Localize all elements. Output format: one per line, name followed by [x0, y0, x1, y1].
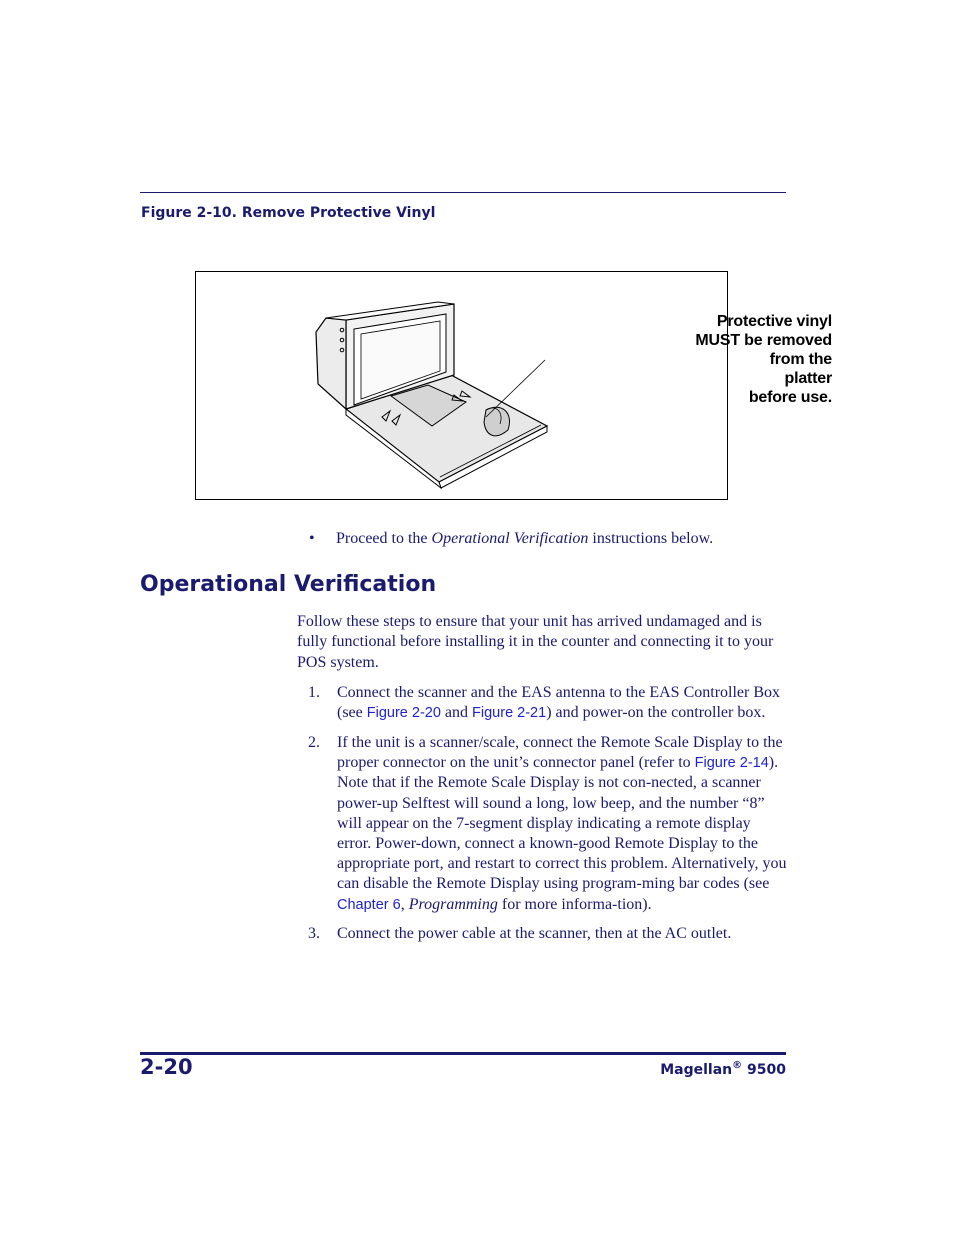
- figure-frame: [195, 271, 832, 500]
- callout-line: MUST be removed: [695, 332, 832, 349]
- list-item: 1. Connect the scanner and the EAS antenna to the EAS Controller Box (see Figure 2-20 and Figure 2-21) and power-on the controller box.: [308, 684, 781, 722]
- footer-rule: [140, 1052, 786, 1055]
- chapter-link[interactable]: Chapter 6: [337, 896, 401, 913]
- callout-line: platter: [784, 370, 832, 387]
- figure-link[interactable]: Figure 2-14: [694, 755, 769, 772]
- section-heading: Operational Verification: [140, 572, 437, 597]
- figure-link[interactable]: Figure 2-21: [472, 705, 547, 722]
- callout-line: before use.: [748, 389, 832, 406]
- steps-list: [297, 683, 787, 954]
- intro-paragraph: Follow these steps to ensure that your unit has arrived undamaged and is fully functional before installing it in the counter and connecting it to your POS system.: [297, 613, 774, 671]
- bullet-text: Proceed to the Operational Verification instructions below.: [336, 530, 714, 547]
- bullet-dot: •: [309, 530, 315, 547]
- callout-line: Protective vinyl: [716, 313, 832, 330]
- figure-link[interactable]: Figure 2-20: [366, 705, 441, 722]
- step-number: 3.: [308, 925, 320, 943]
- figure-caption: Figure 2-10. Remove Protective Vinyl: [141, 205, 436, 221]
- list-item: 2. If the unit is a scanner/scale, connect the Remote Scale Display to the proper connector on the unit’s connector panel (refer to Figure 2-14). Note that if the Remote Scale Display is not con-nected, a scanner power-up Selftest will sound a long, low beep, and the number “8” will appear on the 7-segment display indicating a remote display error. Power-down, connect a known-good Remote Display to the appropriate port, and restart to correct this problem. Alternatively, you can disable the Remote Display using program-ming bar codes (see Chapter 6, Programming for more informa-tion).: [308, 733, 787, 913]
- step-number: 1.: [308, 684, 320, 701]
- step-number: 2.: [308, 733, 320, 751]
- callout-line: from the: [769, 351, 832, 368]
- page-number: 2-20: [140, 1055, 193, 1079]
- list-item: 3. Connect the power cable at the scanner, then at the AC outlet.: [297, 924, 787, 944]
- footer-title: Magellan® 9500: [660, 1060, 786, 1078]
- top-rule: [140, 192, 786, 193]
- vinyl-callout: [626, 312, 832, 407]
